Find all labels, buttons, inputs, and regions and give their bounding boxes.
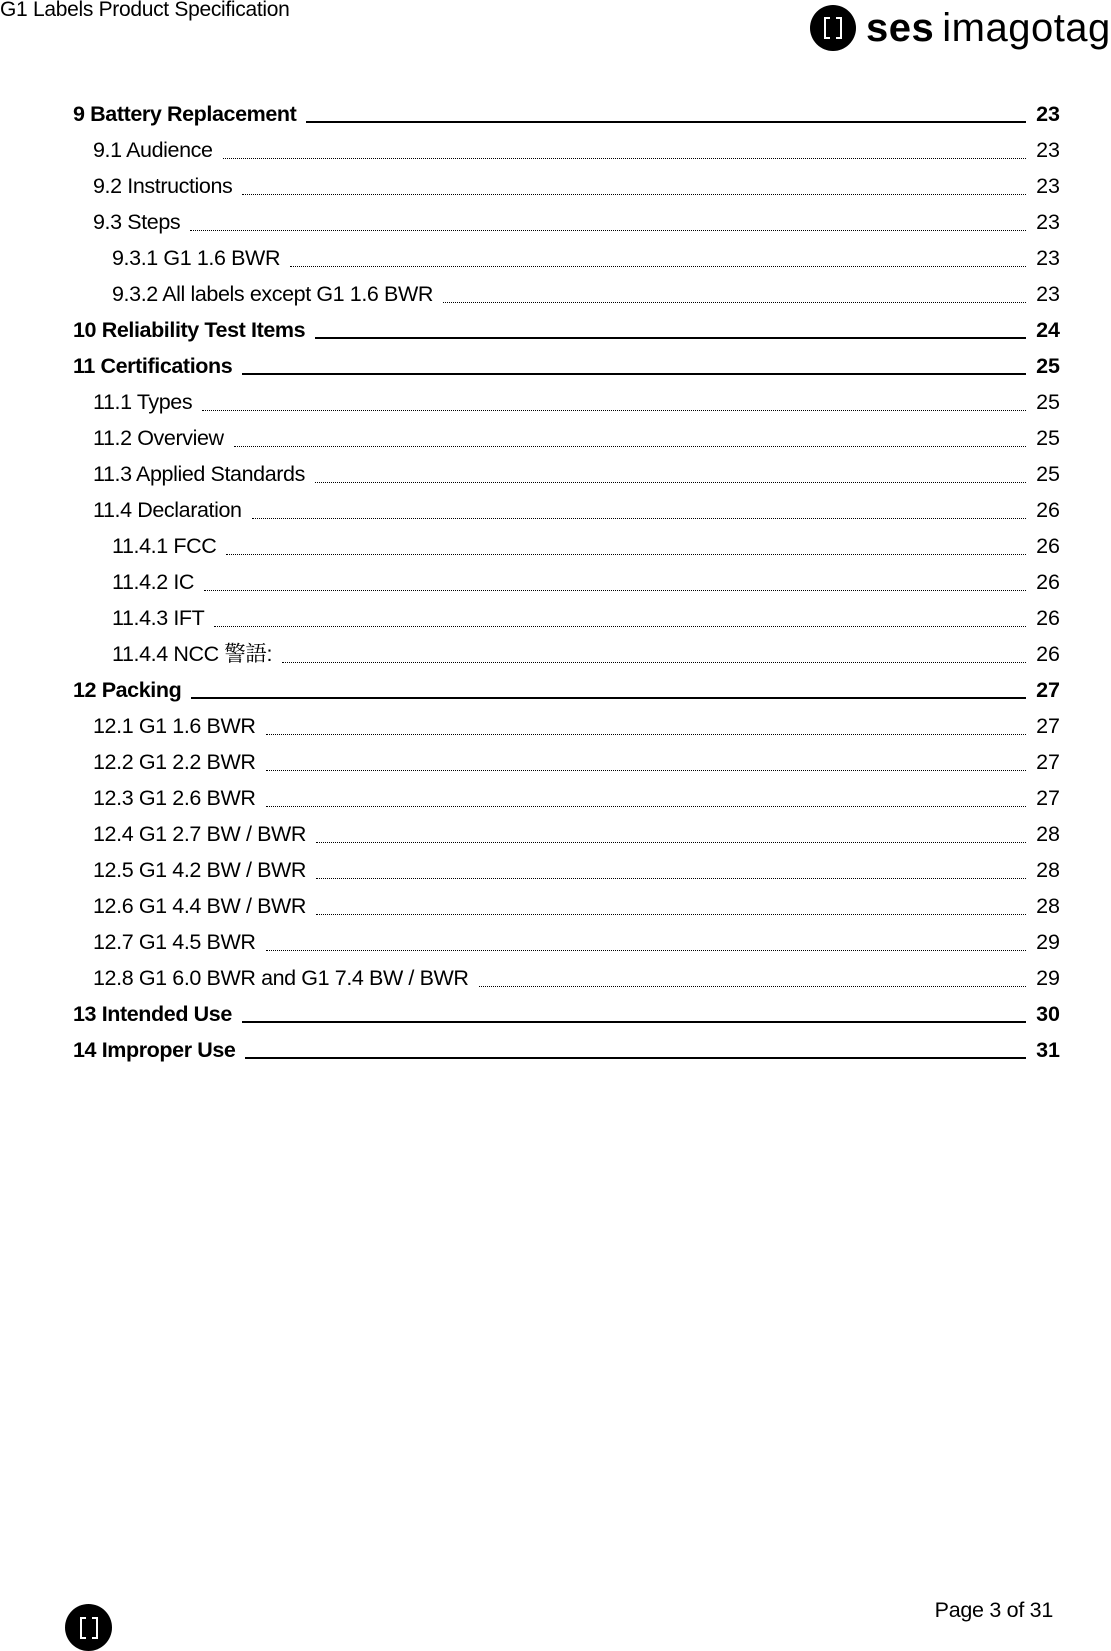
toc-entry-title: 12.3 G1 2.6 BWR [93,786,256,810]
toc-entry[interactable] [73,420,1060,456]
toc-entry-title: 14 Improper Use [73,1038,236,1062]
toc-entry[interactable] [73,492,1060,528]
toc-entry[interactable] [73,456,1060,492]
toc-entry[interactable] [73,888,1060,924]
toc-entry-page: 23 [1036,282,1060,306]
toc-entry-page: 25 [1036,390,1060,414]
toc-leader [316,888,1026,924]
toc-entry-page: 30 [1036,1002,1060,1026]
toc-leader [204,564,1026,600]
toc-entry-title: 9.2 Instructions [93,174,233,198]
toc-entry[interactable] [73,816,1060,852]
toc-entry-page: 26 [1036,642,1060,666]
toc-leader [266,708,1027,744]
toc-entry-title: 12.7 G1 4.5 BWR [93,930,256,954]
toc-leader [191,672,1026,708]
toc-entry[interactable] [73,600,1060,636]
toc-entry[interactable] [73,996,1060,1032]
toc-entry-title: 9.3.2 All labels except G1 1.6 BWR [112,282,434,306]
toc-entry-title: 12.1 G1 1.6 BWR [93,714,256,738]
toc-leader [316,852,1026,888]
toc-entry[interactable] [73,528,1060,564]
toc-entry-page: 25 [1036,462,1060,486]
toc-entry-page: 23 [1036,174,1060,198]
toc-leader [266,780,1027,816]
toc-entry-page: 23 [1036,246,1060,270]
toc-leader [266,924,1027,960]
toc-entry-page: 26 [1036,534,1060,558]
toc-entry-page: 31 [1036,1038,1060,1062]
toc-leader [242,996,1026,1032]
toc-leader [242,168,1026,204]
toc-entry[interactable] [73,240,1060,276]
toc-leader [234,420,1026,456]
toc-entry[interactable] [73,132,1060,168]
toc-entry-page: 26 [1036,498,1060,522]
toc-entry-title: 9 Battery Replacement [73,102,297,126]
toc-entry[interactable] [73,672,1060,708]
toc-entry[interactable] [73,204,1060,240]
logo-word-ses: ses [866,6,935,50]
toc-leader [242,348,1026,384]
toc-entry-title: 9.3 Steps [93,210,181,234]
toc-entry-title: 11.4.2 IC [112,570,195,594]
toc-entry[interactable] [73,96,1060,132]
toc-entry-title: 11.1 Types [93,390,193,414]
table-of-contents [73,96,1060,1068]
toc-entry-page: 23 [1036,102,1060,126]
toc-entry-title: 11.4 Declaration [93,498,242,522]
toc-entry-title: 11.4.3 IFT [112,606,205,630]
toc-entry-title: 12.4 G1 2.7 BW / BWR [93,822,307,846]
toc-leader [479,960,1027,996]
toc-entry[interactable] [73,312,1060,348]
footer-bracket-logo-icon [65,1604,112,1651]
toc-entry-title: 12.2 G1 2.2 BWR [93,750,256,774]
toc-entry-page: 25 [1036,426,1060,450]
toc-entry-title: 9.3.1 G1 1.6 BWR [112,246,281,270]
logo-wordmark [866,5,1111,51]
toc-entry-title: 11.3 Applied Standards [93,462,305,486]
toc-leader [316,816,1026,852]
toc-entry[interactable] [73,960,1060,996]
toc-entry[interactable] [73,744,1060,780]
toc-entry[interactable] [73,276,1060,312]
toc-leader [214,600,1026,636]
toc-entry-title: 10 Reliability Test Items [73,318,306,342]
toc-entry[interactable] [73,384,1060,420]
toc-entry-title: 12.6 G1 4.4 BW / BWR [93,894,307,918]
toc-leader [252,492,1027,528]
toc-leader [223,132,1027,168]
toc-entry-title: 11.4.1 FCC [112,534,217,558]
toc-entry-page: 23 [1036,138,1060,162]
toc-entry-title: 12.5 G1 4.2 BW / BWR [93,858,307,882]
toc-entry[interactable] [73,1032,1060,1068]
toc-entry[interactable] [73,348,1060,384]
toc-leader [266,744,1027,780]
toc-entry[interactable] [73,168,1060,204]
ses-imagotag-logo [810,5,1111,51]
toc-entry-title: 12 Packing [73,678,182,702]
toc-leader [306,96,1026,132]
toc-entry-page: 27 [1036,786,1060,810]
toc-entry[interactable] [73,636,1060,672]
toc-entry-page: 26 [1036,606,1060,630]
toc-leader [282,636,1026,672]
toc-leader [290,240,1026,276]
page-number: Page 3 of 31 [934,1598,1053,1622]
document-title: G1 Labels Product Specification [0,0,290,21]
toc-entry-title: 11 Certifications [73,354,233,378]
toc-entry-title: 11.4.4 NCC 警語: [112,642,273,666]
toc-leader [315,456,1026,492]
toc-leader [226,528,1026,564]
toc-leader [202,384,1026,420]
toc-entry-page: 29 [1036,930,1060,954]
toc-entry-page: 27 [1036,714,1060,738]
toc-entry-title: 11.2 Overview [93,426,224,450]
toc-entry-page: 27 [1036,750,1060,774]
toc-entry[interactable] [73,924,1060,960]
toc-entry-title: 12.8 G1 6.0 BWR and G1 7.4 BW / BWR [93,966,469,990]
toc-leader [245,1032,1026,1068]
toc-entry-page: 28 [1036,894,1060,918]
toc-entry-title: 13 Intended Use [73,1002,232,1026]
toc-entry[interactable] [73,564,1060,600]
toc-entry-page: 28 [1036,822,1060,846]
toc-leader [315,312,1026,348]
toc-entry-page: 26 [1036,570,1060,594]
toc-entry-page: 27 [1036,678,1060,702]
toc-leader [443,276,1026,312]
bracket-logo-icon [810,5,856,51]
logo-word-imagotag: imagotag [942,6,1111,50]
toc-entry[interactable] [73,852,1060,888]
toc-entry-title: 9.1 Audience [93,138,213,162]
toc-leader [190,204,1026,240]
toc-entry[interactable] [73,780,1060,816]
toc-entry-page: 25 [1036,354,1060,378]
toc-entry-page: 28 [1036,858,1060,882]
toc-entry-page: 24 [1036,318,1060,342]
toc-entry[interactable] [73,708,1060,744]
toc-entry-page: 29 [1036,966,1060,990]
toc-entry-page: 23 [1036,210,1060,234]
